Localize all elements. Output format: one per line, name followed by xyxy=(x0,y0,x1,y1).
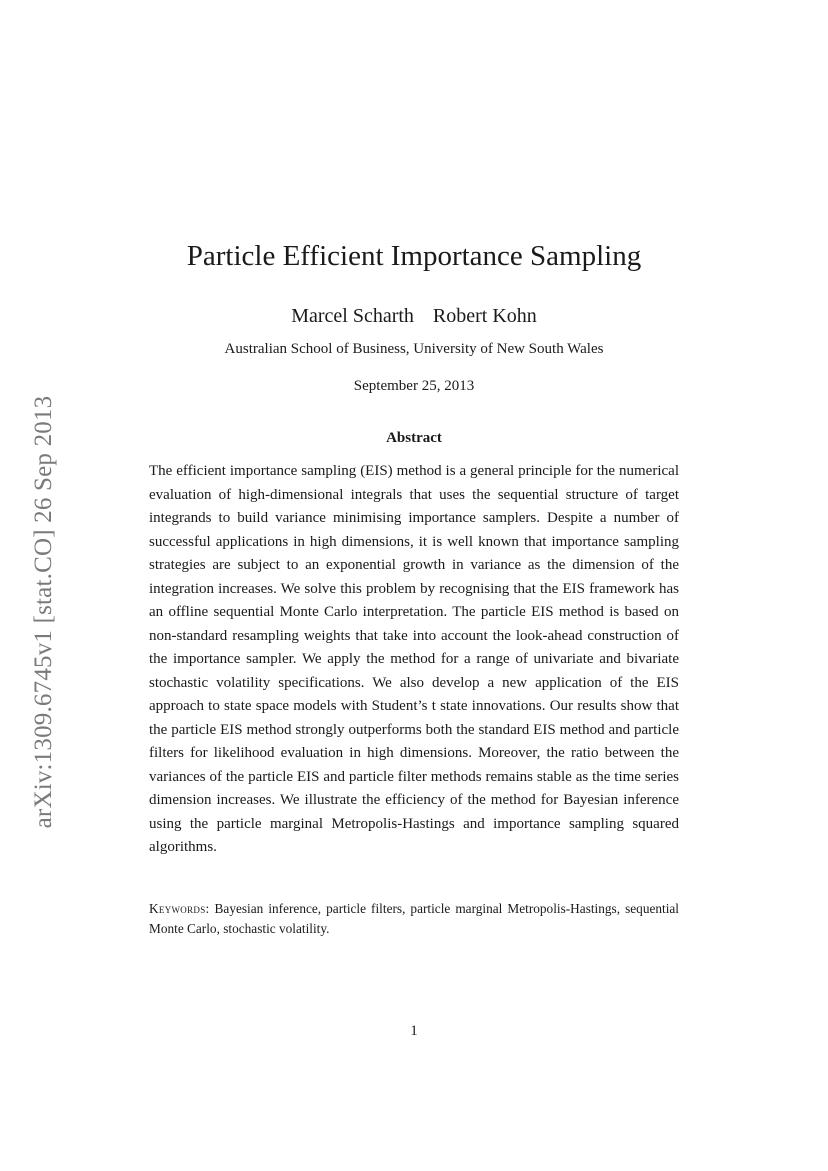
paper-date: September 25, 2013 xyxy=(353,378,475,394)
abstract-heading: Abstract xyxy=(386,430,442,446)
author-affiliation: Australian School of Business, University of New South Wales xyxy=(224,341,604,357)
keywords-text: Bayesian inference, particle filters, particle marginal Metropolis-Hastings, sequential Monte Carlo, stochastic volatility. xyxy=(149,901,679,936)
author-list xyxy=(0,305,828,328)
arxiv-identifier-stamp: arXiv:1309.6745v1 [stat.CO] 26 Sep 2013 xyxy=(30,395,57,829)
abstract-text: The efficient importance sampling (EIS) method is a general principle for the numerical evaluation of high-dimensional integrals that uses the sequential structure of target integrands to build variance minimising importance samplers. Despite a number of successful applications in high dimensions, it is well known that importance sampling strategies are subject to an exponential growth in variance as the dimension of the integration increases. We solve this problem by recognising that the EIS framework has an offline sequential Monte Carlo interpretation. The particle EIS method is based on non-standard resampling weights that take into account the look-ahead construction of the importance sampler. We apply the method for a range of univariate and bivariate stochastic volatility specifications. We also develop a new application of the EIS approach to state space models with Student’s t state innovations. Our results show that the particle EIS method strongly outperforms both the standard EIS method and particle filters for likelihood evaluation in high dimensions. Moreover, the ratio between the variances of the particle EIS and particle filter methods remains stable as the time series dimension increases. We illustrate the efficiency of the method for Bayesian inference using the particle marginal Metropolis-Hastings and importance sampling squared algorithms. xyxy=(149,463,679,855)
page-number: 1 xyxy=(410,1023,418,1039)
keywords-section xyxy=(149,899,679,939)
paper-title: Particle Efficient Importance Sampling xyxy=(186,240,642,272)
author-name: Robert Kohn xyxy=(432,305,537,327)
author-name: Marcel Scharth xyxy=(291,305,414,327)
keywords-label: Keywords: xyxy=(149,901,210,916)
